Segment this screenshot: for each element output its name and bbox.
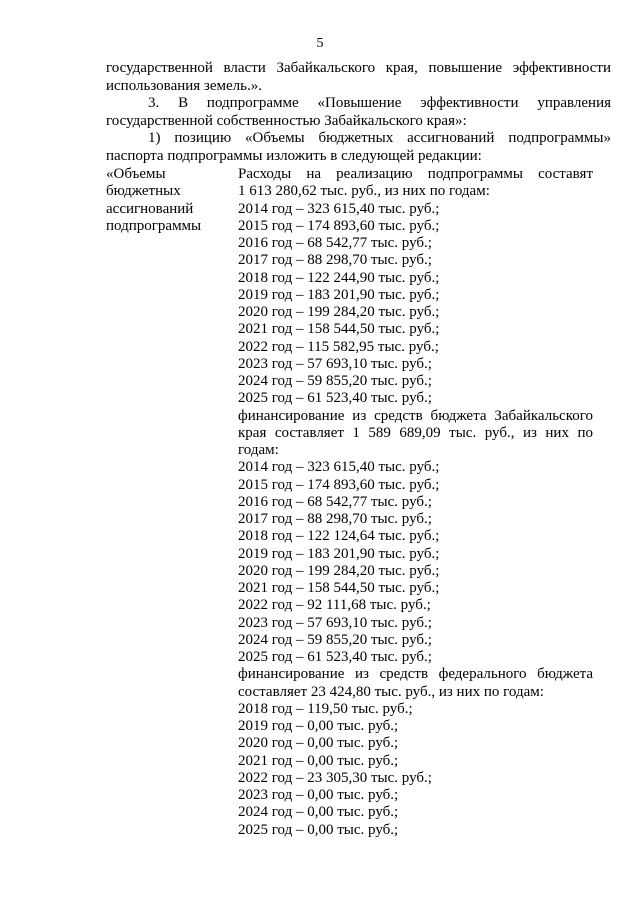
year-line: 2016 год – 68 542,77 тыс. руб.; [238,493,432,510]
intro-line: паспорта подпрограммы изложить в следующей редакции: [106,147,482,164]
year-line: 2021 год – 0,00 тыс. руб.; [238,752,399,769]
federal-intro-line: составляет 23 424,80 тыс. руб., из них по годам: [238,683,544,700]
year-line: 2014 год – 323 615,40 тыс. руб.; [238,200,440,217]
year-line: 2021 год – 158 544,50 тыс. руб.; [238,580,440,596]
page-number: 5 [316,36,324,51]
regional-intro-line: края составляет 1 589 689,09 тыс. руб., из них по [238,424,593,441]
intro-line: государственной собственностью Забайкальского края»: [106,112,467,129]
year-line: 2020 год – 0,00 тыс. руб.; [238,735,399,752]
year-line: 2019 год – 183 201,90 тыс. руб.; [238,545,440,562]
year-line: 2018 год – 122 244,90 тыс. руб.; [238,269,440,286]
year-line: 2025 год – 61 523,40 тыс. руб.; [238,649,432,665]
regional-intro-line: финансирование из средств бюджета Забайкальского [238,407,593,424]
year-line: 2017 год – 88 298,70 тыс. руб.; [238,252,432,269]
position-label [106,166,226,235]
year-line: 2023 год – 57 693,10 тыс. руб.; [238,614,432,631]
year-line: 2023 год – 57 693,10 тыс. руб.; [238,355,432,372]
year-line: 2025 год – 0,00 тыс. руб.; [238,821,399,838]
label-line: подпрограммы [106,217,202,234]
position-value [238,166,593,839]
label-line: бюджетных [106,183,181,200]
year-line: 2018 год – 122 124,64 тыс. руб.; [238,528,440,545]
intro-line: использования земель.». [106,77,262,94]
year-line: 2023 год – 0,00 тыс. руб.; [238,787,399,803]
total-intro-line: 1 613 280,62 тыс. руб., из них по годам: [238,183,490,200]
regional-intro-line: годам: [238,442,279,458]
year-line: 2017 год – 88 298,70 тыс. руб.; [238,511,432,527]
intro-text [106,60,611,165]
year-line: 2020 год – 199 284,20 тыс. руб.; [238,304,440,320]
intro-line: 3. В подпрограмме «Повышение эффективности управления [148,95,611,111]
year-line: 2014 год – 323 615,40 тыс. руб.; [238,459,440,476]
total-intro-line: Расходы на реализацию подпрограммы составят [238,166,593,182]
label-line: «Объемы [106,166,166,182]
label-line: ассигнований [106,200,194,217]
year-line: 2024 год – 0,00 тыс. руб.; [238,804,399,821]
year-line: 2019 год – 183 201,90 тыс. руб.; [238,286,440,303]
year-line: 2022 год – 115 582,95 тыс. руб.; [238,338,439,355]
intro-line: 1) позицию «Объемы бюджетных ассигнований подпрограммы» [148,130,611,146]
year-line: 2019 год – 0,00 тыс. руб.; [238,718,399,734]
year-line: 2025 год – 61 523,40 тыс. руб.; [238,390,432,407]
intro-line: государственной власти Забайкальского края, повышение эффективности [106,60,611,76]
year-line: 2015 год – 174 893,60 тыс. руб.; [238,217,440,234]
federal-intro-line: финансирование из средств федерального бюджета [238,666,593,683]
year-line: 2018 год – 119,50 тыс. руб.; [238,700,413,717]
year-line: 2022 год – 23 305,30 тыс. руб.; [238,769,432,786]
year-line: 2015 год – 174 893,60 тыс. руб.; [238,476,440,493]
year-line: 2024 год – 59 855,20 тыс. руб.; [238,373,432,389]
year-line: 2016 год – 68 542,77 тыс. руб.; [238,235,432,251]
year-line: 2024 год – 59 855,20 тыс. руб.; [238,631,432,648]
year-line: 2020 год – 199 284,20 тыс. руб.; [238,562,440,579]
year-line: 2022 год – 92 111,68 тыс. руб.; [238,597,431,614]
year-line: 2021 год – 158 544,50 тыс. руб.; [238,321,440,338]
